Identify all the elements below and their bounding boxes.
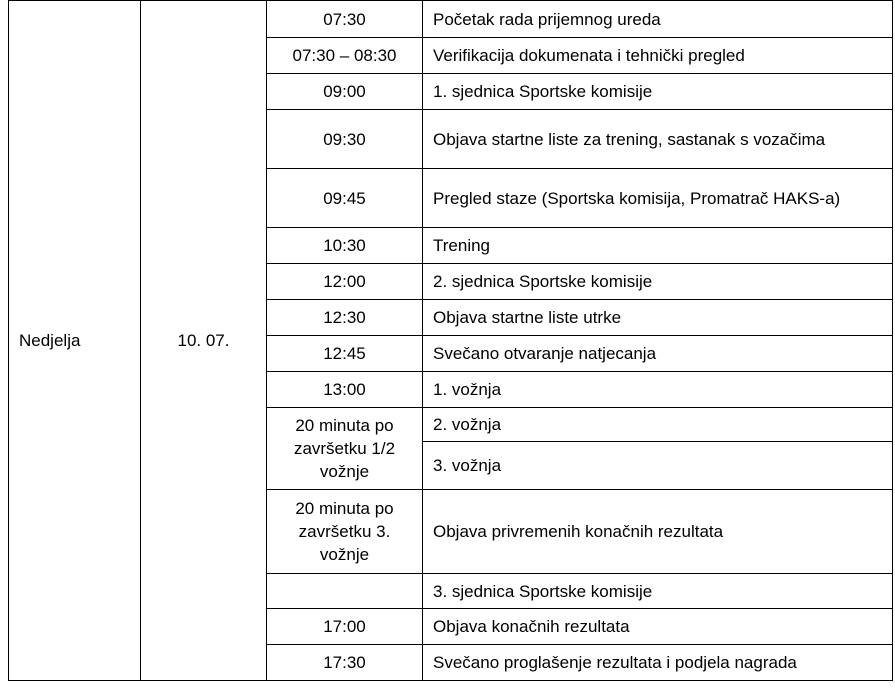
time-cell: 12:30 [267, 300, 423, 336]
schedule-table [8, 0, 893, 681]
time-cell: 09:00 [267, 74, 423, 110]
time-cell: 17:00 [267, 609, 423, 645]
activity-cell: Pregled staze (Sportska komisija, Promatrač HAKS-a) [423, 169, 893, 228]
activity-cell: 2. vožnja [423, 408, 893, 442]
time-cell: 12:00 [267, 264, 423, 300]
time-cell: 07:30 [267, 1, 423, 38]
time-cell: 09:30 [267, 110, 423, 169]
activity-cell: Svečano proglašenje rezultata i podjela nagrada [423, 645, 893, 681]
activity-cell: Objava privremenih konačnih rezultata [423, 490, 893, 574]
time-cell: 10:30 [267, 228, 423, 264]
time-cell: 07:30 – 08:30 [267, 38, 423, 74]
activity-cell: 2. sjednica Sportske komisije [423, 264, 893, 300]
activity-cell: Svečano otvaranje natjecanja [423, 336, 893, 372]
activity-cell: Trening [423, 228, 893, 264]
activity-cell: Objava startne liste za trening, sastanak s vozačima [423, 110, 893, 169]
time-cell: 09:45 [267, 169, 423, 228]
time-cell: 12:45 [267, 336, 423, 372]
date-cell: 10. 07. [141, 1, 267, 681]
activity-cell: 3. vožnja [423, 442, 893, 490]
table-row [9, 1, 893, 38]
activity-cell: 1. sjednica Sportske komisije [423, 74, 893, 110]
time-cell: 17:30 [267, 645, 423, 681]
activity-cell: Objava konačnih rezultata [423, 609, 893, 645]
activity-cell: 3. sjednica Sportske komisije [423, 574, 893, 609]
time-cell: 13:00 [267, 372, 423, 408]
activity-cell: Verifikacija dokumenata i tehnički pregled [423, 38, 893, 74]
activity-cell: Objava startne liste utrke [423, 300, 893, 336]
time-cell [267, 574, 423, 609]
day-cell: Nedjelja [9, 1, 141, 681]
activity-cell: Početak rada prijemnog ureda [423, 1, 893, 38]
time-cell: 20 minuta po završetku 1/2 vožnje [267, 408, 423, 490]
activity-cell: 1. vožnja [423, 372, 893, 408]
time-cell: 20 minuta po završetku 3. vožnje [267, 490, 423, 574]
